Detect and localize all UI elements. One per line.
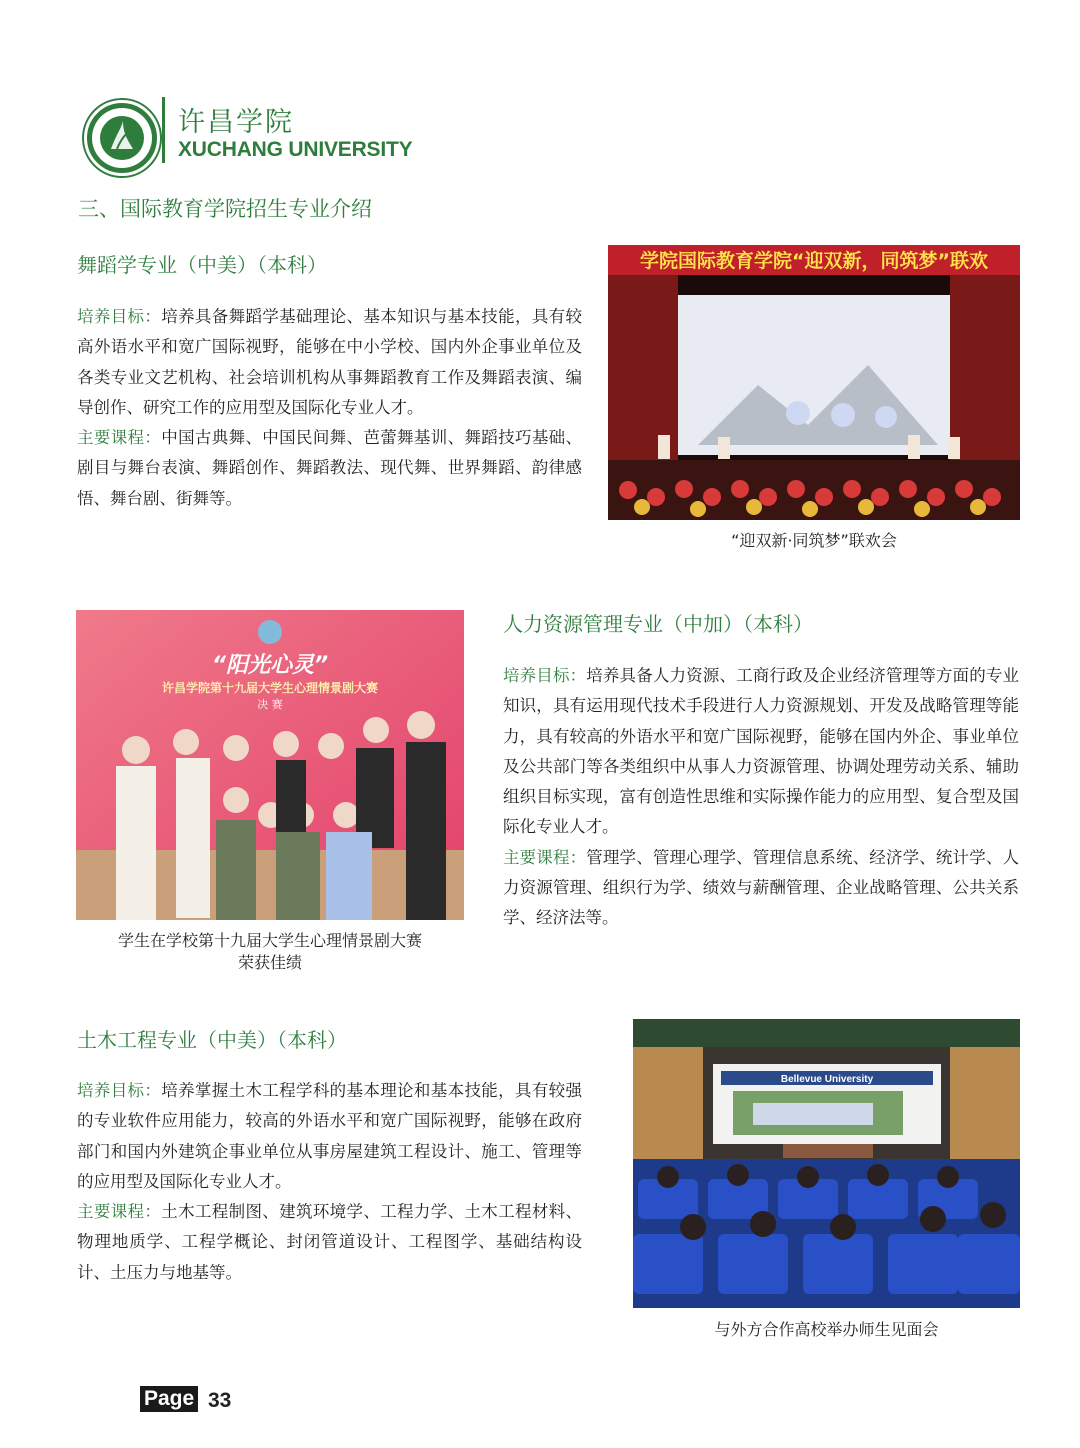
photo-gala-stage — [608, 245, 1020, 520]
major-dance-description — [77, 302, 582, 514]
university-seal-logo — [84, 100, 160, 176]
logo-divider — [162, 97, 165, 163]
goal-text: 培养掌握土木工程学科的基本理论和基本技能，具有较强的专业软件应用能力，较高的外语水平和宽广国际视野，能够在政府部门和国内外建筑企事业单位从事房屋建筑工程设计、施工、管理等的应用型及国际化专业人才。 — [77, 1081, 583, 1191]
courses-label: 主要课程： — [77, 1202, 162, 1222]
university-name-en: XUCHANG UNIVERSITY — [178, 138, 413, 161]
caption-meeting: 与外方合作高校举办师生见面会 — [714, 1320, 939, 1339]
photo-banner-subtitle2: 决 赛 — [257, 698, 283, 711]
caption-line-1: 学生在学校第十九届大学生心理情景剧大赛 — [117, 931, 422, 950]
courses-text: 土木工程制图、建筑环境学、工程力学、土木工程材料、物理地质学、工程学概论、封闭管道设计、工程图学、基础结构设计、土压力与地基等。 — [77, 1202, 583, 1282]
courses-paragraph — [503, 843, 1019, 934]
photo-lecture-hall — [633, 1019, 1020, 1308]
major-title-hr: 人力资源管理专业（中加）（本科） — [503, 612, 813, 636]
goal-label: 培养目标： — [503, 666, 587, 685]
photo-banner-title: “阳光心灵” — [211, 653, 329, 678]
major-hr-description — [503, 661, 1019, 934]
goal-text: 培养具备舞蹈学基础理论、基本知识与基本技能，具有较高外语水平和宽广国际视野，能够在中小学校、国内外企事业单位及各类专业文艺机构、社会培训机构从事舞蹈教育工作及舞蹈表演、编导创作、研究工作的应用型及国际化专业人才。 — [77, 307, 583, 417]
page-number: 33 — [208, 1389, 232, 1412]
caption-drama — [76, 930, 464, 974]
caption-line-2: 荣获佳绩 — [237, 953, 302, 972]
university-name-cn: 许昌学院 — [178, 107, 294, 138]
photo-drama-competition — [76, 610, 464, 920]
courses-label: 主要课程： — [77, 428, 162, 448]
screen-text: Bellevue University — [780, 1074, 874, 1085]
major-title-dance: 舞蹈学专业（中美）（本科） — [77, 253, 327, 277]
photo-banner-text: 学院国际教育学院“迎双新，同筑梦”联欢 — [640, 250, 988, 272]
goal-paragraph — [503, 661, 1019, 843]
page-label-badge: Page — [140, 1386, 198, 1412]
section-title: 三、国际教育学院招生专业介绍 — [78, 197, 372, 221]
courses-paragraph — [77, 423, 582, 514]
major-title-civil: 土木工程专业（中美）（本科） — [77, 1028, 347, 1052]
courses-text: 管理学、管理心理学、管理信息系统、经济学、统计学、人力资源管理、组织行为学、绩效与薪酬管理、企业战略管理、公共关系学、经济法等。 — [503, 847, 1020, 928]
goal-label: 培养目标： — [77, 307, 162, 326]
goal-text: 培养具备人力资源、工商行政及企业经济管理等方面的专业知识，具有运用现代技术手段进行人力资源规划、开发及战略管理等能力，具有较高的外语水平和宽广国际视野，能够在国内外企、事业单位及公共部门等各类组织中从事人力资源管理、协调处理劳动关系、辅助组织目标实现，富有创造性思维和实际操作能力的应用型、复合型及国际化专业人才。 — [503, 666, 1020, 837]
goal-label: 培养目标： — [77, 1081, 162, 1100]
courses-paragraph — [77, 1197, 582, 1288]
courses-label: 主要课程： — [503, 847, 587, 867]
goal-paragraph — [77, 1076, 582, 1197]
major-civil-description — [77, 1076, 582, 1288]
courses-text: 中国古典舞、中国民间舞、芭蕾舞基训、舞蹈技巧基础、剧目与舞台表演、舞蹈创作、舞蹈教法、现代舞、世界舞蹈、韵律感悟、舞台剧、街舞等。 — [77, 428, 583, 508]
photo-banner-subtitle: 许昌学院第十九届大学生心理情景剧大赛 — [161, 681, 379, 695]
seal-icon — [87, 103, 157, 173]
caption-gala: “迎双新·同筑梦”联欢会 — [731, 531, 897, 550]
goal-paragraph — [77, 302, 582, 423]
